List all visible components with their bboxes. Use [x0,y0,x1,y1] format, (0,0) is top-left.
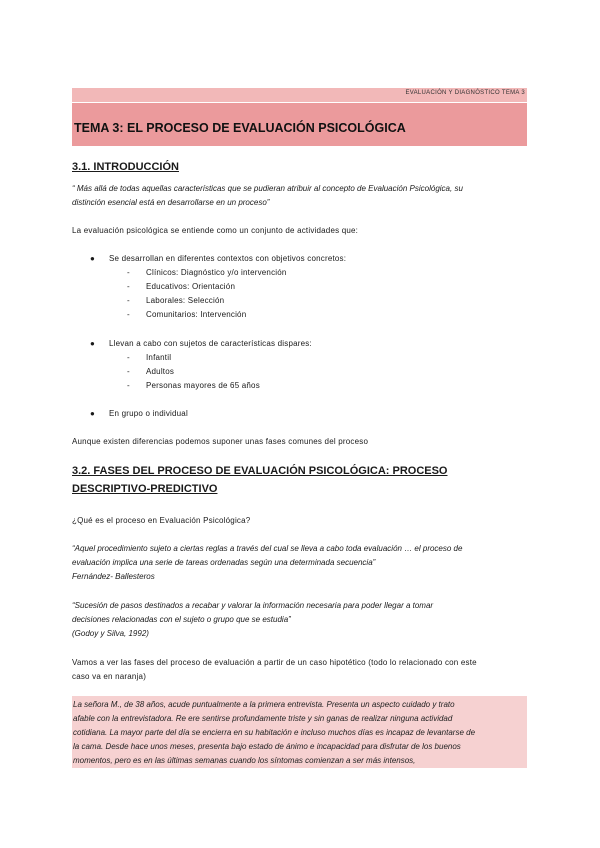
case-study-box [72,696,527,768]
running-header-band [72,88,527,102]
case-line: cotidiana. La mayor parte del día se encierra en su habitación e incluso muchos días es incapaz de levantarse de [73,728,476,737]
sub-item-text: Comunitarios: Intervención [146,310,247,319]
intro-quote-line-1: “ Más allá de todas aquellas características que se pudieran atribuir al concepto de Evaluación Psicológica, su [72,184,463,193]
bullet-icon: ● [90,254,95,263]
section-1-heading: 3.1. INTRODUCCIÓN [72,161,179,173]
dash-icon: - [127,268,130,277]
quote-1-line-2: evaluación implica una serie de tareas ordenadas según una determinada secuencia” [72,558,376,567]
bullet-icon: ● [90,409,95,418]
case-study-text [73,698,527,768]
quote-2-line-2: decisiones relacionadas con el sujeto o grupo que se estudia” [72,615,291,624]
bullet-icon: ● [90,339,95,348]
running-header-text: EVALUACIÓN Y DIAGNÓSTICO TEMA 3 [405,90,525,96]
section-2-question: ¿Qué es el proceso en Evaluación Psicológica? [72,516,251,525]
dash-icon: - [127,367,130,376]
intro-paragraph: La evaluación psicológica se entiende como un conjunto de actividades que: [72,226,359,235]
dash-icon: - [127,310,130,319]
case-note-line-2: caso va en naranja) [72,672,147,681]
bullet-text: En grupo o individual [109,409,188,418]
intro-quote-line-2: distinción esencial está en desarrollarse en un proceso” [72,198,270,207]
sub-item-text: Infantil [146,353,172,362]
dash-icon: - [127,282,130,291]
section-2-heading-line-1: 3.2. FASES DEL PROCESO DE EVALUACIÓN PSICOLÓGICA: PROCESO [72,465,448,477]
dash-icon: - [127,353,130,362]
chapter-title-band [72,103,527,146]
quote-2-line-1: “Sucesión de pasos destinados a recabar y valorar la información necesaria para poder llegar a tomar [72,601,434,610]
case-line: la cama. Desde hace unos meses, presenta bajo estado de ánimo e incapacidad para disfrutar de los buenos [73,742,461,751]
quote-1-line-1: “Aquel procedimiento sujeto a ciertas reglas a través del cual se lleva a cabo toda evaluación … el proceso de [72,544,463,553]
case-line: afable con la entrevistadora. Re ere sentirse profundamente triste y sin ganas de realizar ninguna actividad [73,714,453,723]
quote-2-author: (Godoy y Silva, 1992) [72,629,149,638]
dash-icon: - [127,296,130,305]
sub-item-text: Clínicos: Diagnóstico y/o intervención [146,268,287,277]
sub-item-text: Adultos [146,367,175,376]
sub-item-text: Laborales: Selección [146,296,225,305]
closing-paragraph: Aunque existen diferencias podemos suponer unas fases comunes del proceso [72,437,369,446]
section-2-heading-line-2: DESCRIPTIVO-PREDICTIVO [72,483,218,495]
case-line: La señora M., de 38 años, acude puntualmente a la primera entrevista. Presenta un aspecto cuidado y trato [73,700,455,709]
case-line: momentos, pero es en las últimas semanas cuando los síntomas comienzan a ser más intensos, [73,756,416,765]
case-note-line-1: Vamos a ver las fases del proceso de evaluación a partir de un caso hipotético (todo lo relacionado con este [72,658,477,667]
quote-1-author: Fernández- Ballesteros [72,572,155,581]
chapter-title: TEMA 3: EL PROCESO DE EVALUACIÓN PSICOLÓGICA [74,121,406,135]
sub-item-text: Personas mayores de 65 años [146,381,260,390]
bullet-text: Llevan a cabo con sujetos de características dispares: [109,339,312,348]
sub-item-text: Educativos: Orientación [146,282,236,291]
bullet-text: Se desarrollan en diferentes contextos con objetivos concretos: [109,254,347,263]
dash-icon: - [127,381,130,390]
